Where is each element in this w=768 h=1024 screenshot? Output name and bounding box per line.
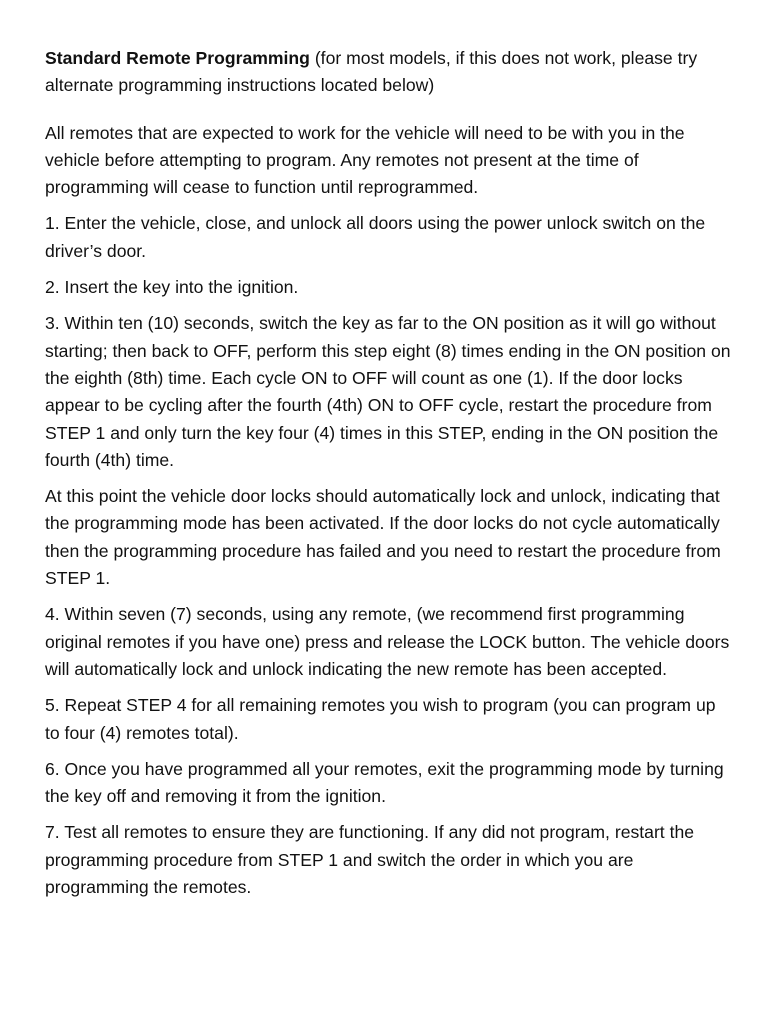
step-3-paragraph: 3. Within ten (10) seconds, switch the key as far to the ON position as it will go without starting; then back to OFF, perform this step eight (8) times ending in the ON position on the eighth (8th) time. Each cycle ON to OFF will count as one (1). If the door locks appear to be cycling after the fourth (4th) ON to OFF cycle, restart the procedure from STEP 1 and only turn the key four (4) times in this STEP, ending in the ON position the fourth (4th) time. <box>45 313 731 470</box>
heading-note: (for most models, if this does not work, please try alternate programming instructions located below) <box>45 48 698 96</box>
document-heading <box>45 45 735 100</box>
step-4-paragraph: 4. Within seven (7) seconds, using any remote, (we recommend first programming original remotes if you have one) press and release the LOCK button. The vehicle doors will automatically lock and unlock indicating the new remote has been accepted. <box>45 604 730 679</box>
step-7-paragraph: 7. Test all remotes to ensure they are functioning. If any did not program, restart the programming procedure from STEP 1 and switch the order in which you are programming the remotes. <box>45 822 695 898</box>
intro-paragraph: All remotes that are expected to work for the vehicle will need to be with you in the vehicle before attempting to program. Any remotes not present at the time of programming will cease to function until reprogrammed. <box>45 122 685 198</box>
document-page <box>45 45 735 910</box>
programming-mode-note: At this point the vehicle door locks should automatically lock and unlock, indicating that the programming mode has been activated. If the door locks do not cycle automatically then the programming procedure has failed and you need to restart the procedure from STEP 1. <box>45 486 721 589</box>
heading-title: Standard Remote Programming <box>45 48 310 68</box>
step-2-paragraph: 2. Insert the key into the ignition. <box>45 277 299 298</box>
step-6-paragraph: 6. Once you have programmed all your remotes, exit the programming mode by turning the key off and removing it from the ignition. <box>45 758 724 807</box>
step-1-paragraph: 1. Enter the vehicle, close, and unlock all doors using the power unlock switch on the driver’s door. <box>45 213 706 261</box>
step-5-paragraph: 5. Repeat STEP 4 for all remaining remotes you wish to program (you can program up to four (4) remotes total). <box>45 695 716 743</box>
